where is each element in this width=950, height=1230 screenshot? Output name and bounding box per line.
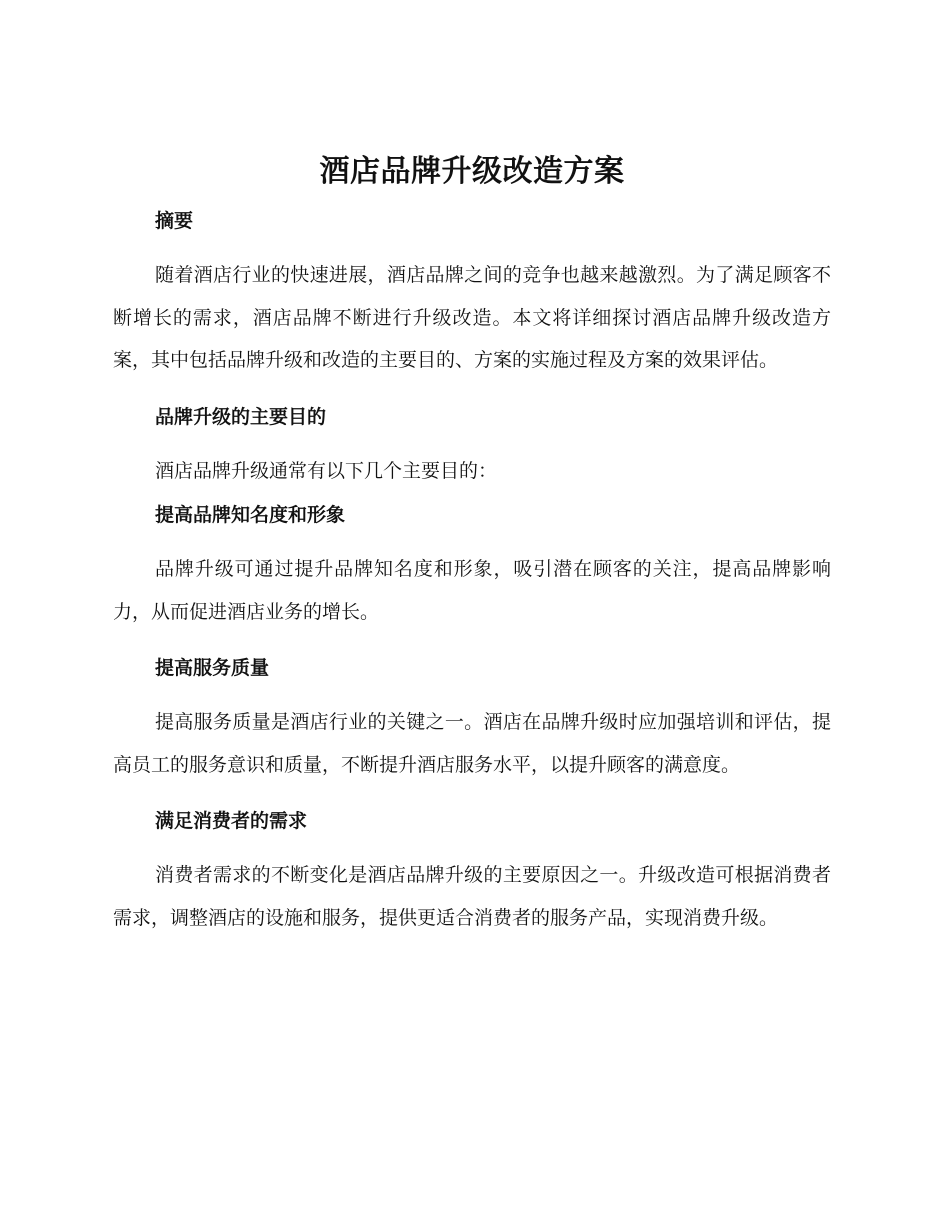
section-heading: 提高品牌知名度和形象: [155, 504, 346, 526]
section-service-quality: [113, 653, 831, 786]
section-paragraph: 品牌升级可通过提升品牌知名度和形象，吸引潜在顾客的关注，提高品牌影响力，从而促进酒店业务的增长。: [113, 558, 831, 623]
section-heading: 满足消费者的需求: [155, 810, 308, 832]
section-heading: 摘要: [155, 210, 194, 232]
section-paragraph: 酒店品牌升级通常有以下几个主要目的：: [155, 459, 498, 482]
section-paragraph: 消费者需求的不断变化是酒店品牌升级的主要原因之一。升级改造可根据消费者需求，调整酒店的设施和服务，提供更适合消费者的服务产品，实现消费升级。: [113, 864, 831, 929]
section-brand-awareness: [113, 500, 831, 633]
document-title: 酒店品牌升级改造方案: [319, 154, 625, 189]
section-main-purpose: [113, 402, 831, 493]
section-heading: 品牌升级的主要目的: [155, 405, 327, 428]
section-abstract: [113, 206, 831, 382]
section-paragraph: 随着酒店行业的快速进展，酒店品牌之间的竞争也越来越激烈。为了满足顾客不断增长的需求，酒店品牌不断进行升级改造。本文将详细探讨酒店品牌升级改造方案，其中包括品牌升级和改造的主要目的、方案的实施过程及方案的效果评估。: [113, 264, 831, 371]
document-content: [113, 150, 831, 939]
section-heading: 提高服务质量: [155, 657, 270, 679]
section-paragraph: 提高服务质量是酒店行业的关键之一。酒店在品牌升级时应加强培训和评估，提高员工的服务意识和质量，不断提升酒店服务水平，以提升顾客的满意度。: [113, 711, 831, 776]
section-consumer-needs: [113, 806, 831, 939]
